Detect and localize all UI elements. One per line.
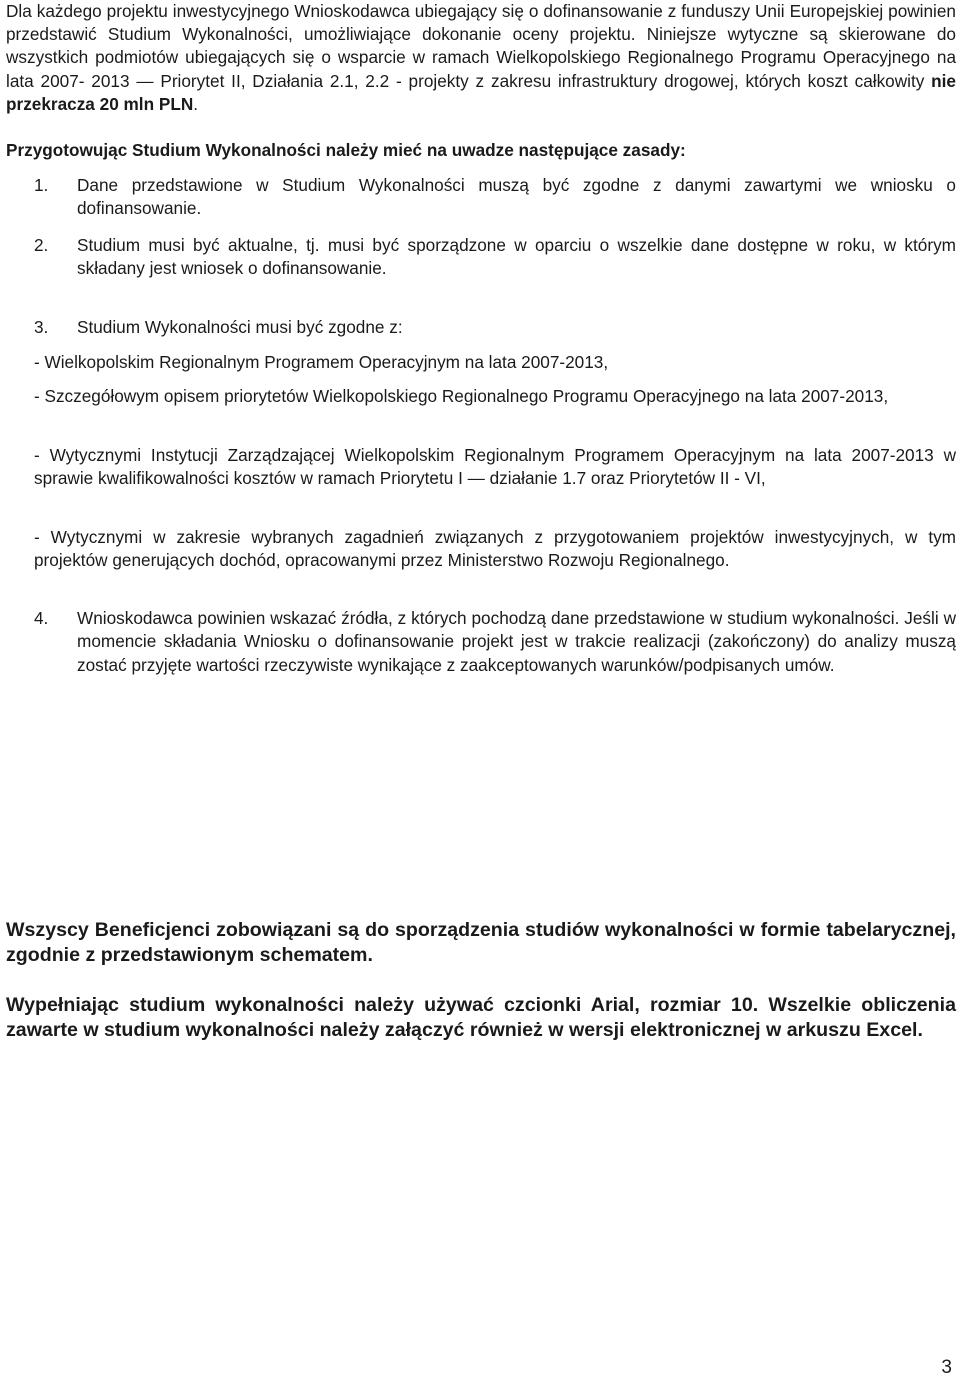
list-item-text: Dane przedstawione w Studium Wykonalności muszą być zgodne z danymi zawartymi we wniosku o dofinansowanie.	[77, 175, 956, 219]
compliance-item: - Wytycznymi Instytucji Zarządzającej Wielkopolskim Regionalnym Programem Operacyjnym na lata 2007-2013 w sprawie kwalifikowalności kosztów w ramach Priorytetu I — działanie 1.7 oraz Priorytetów II - VI,	[34, 445, 956, 489]
list-item-text: Wnioskodawca powinien wskazać źródła, z których pochodzą dane przedstawione w studium wykonalności. Jeśli w momencie składania Wniosku o dofinansowanie projekt jest w trakcie realizacji (zakończony) do analizy muszą zostać przyjęte wartości rzeczywiste wynikające z zaakceptowanych warunków/podpisanych umów.	[77, 608, 956, 675]
intro-cost-limit: nie przekracza 20 mln PLN	[6, 70, 956, 114]
intro-paragraph	[6, 0, 956, 116]
list-item-text: Studium musi być aktualne, tj. musi być sporządzone w oparciu o wszelkie dane dostępne w roku, w którym składany jest wniosek o dofinansowanie.	[77, 235, 956, 279]
compliance-item: - Szczegółowym opisem priorytetów Wielkopolskiego Regionalnego Programu Operacyjnego na lata 2007-2013,	[34, 386, 889, 406]
list-item	[6, 174, 956, 221]
intro-end: .	[193, 93, 199, 114]
list-item-number: 3.	[34, 317, 49, 337]
list-item	[6, 316, 956, 339]
list-item-number: 2.	[34, 235, 49, 255]
page-number: 3	[941, 1357, 952, 1378]
compliance-item: - Wytycznymi w zakresie wybranych zagadnień związanych z przygotowaniem projektów inwestycyjnych, w tym projektów generujących dochód, opracowanymi przez Ministerstwo Rozwoju Regionalnego.	[34, 527, 956, 571]
notice-font-requirements: Wypełniając studium wykonalności należy używać czcionki Arial, rozmiar 10. Wszelkie obliczenia zawarte w studium wykonalności należy załączyć również w wersji elektronicznej w arkuszu Excel.	[6, 994, 956, 1041]
notice-tabular-format: Wszyscy Beneficjenci zobowiązani są do sporządzenia studiów wykonalności w formie tabelarycznej, zgodnie z przedstawionym schematem.	[6, 919, 956, 966]
list-item	[6, 234, 956, 281]
compliance-item: - Wielkopolskim Regionalnym Programem Operacyjnym na lata 2007-2013,	[34, 352, 609, 372]
list-item	[6, 607, 956, 677]
list-item-text: Studium Wykonalności musi być zgodne z:	[77, 317, 403, 337]
list-item-number: 4.	[34, 608, 49, 628]
principles-heading: Przygotowując Studium Wykonalności należy mieć na uwadze następujące zasady:	[6, 140, 686, 160]
intro-text: Dla każdego projektu inwestycyjnego Wnioskodawca ubiegający się o dofinansowanie z funduszy Unii Europejskiej powinien przedstawić Studium Wykonalności, umożliwiające dokonanie oceny projektu. Niniejsze wytyczne są skierowane do wszystkich podmiotów ubiegających się o wsparcie w ramach Wielkopolskiego Regionalnego Programu Operacyjnego na lata 2007- 2013 — Priorytet II, Działania 2.1, 2.2 - projekty z zakresu infrastruktury drogowej, których koszt całkowity	[6, 1, 956, 91]
list-item-number: 1.	[34, 175, 49, 195]
